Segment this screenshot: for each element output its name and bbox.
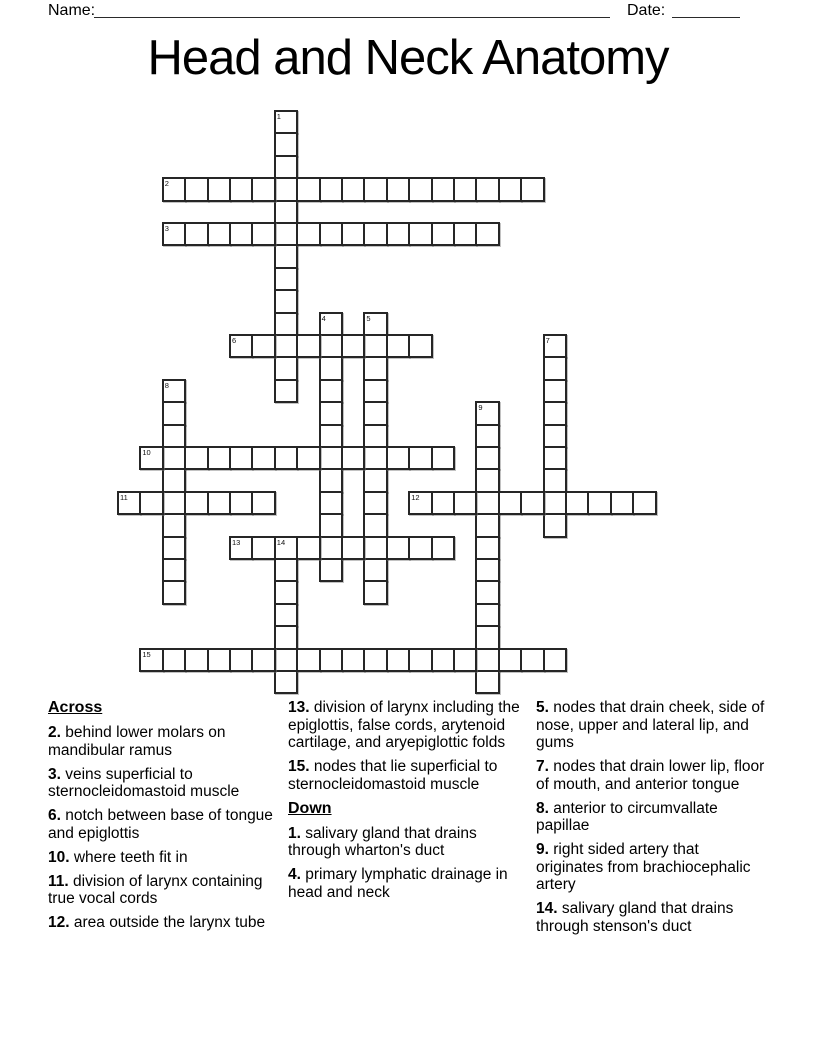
clue-down-9: 9. right sided artery that originates from brachiocephalic artery — [536, 841, 751, 893]
grid-cell — [565, 491, 589, 515]
grid-cell — [475, 222, 499, 246]
grid-cell — [386, 536, 410, 560]
grid-cell — [475, 536, 499, 560]
grid-cell — [274, 132, 298, 156]
grid-clue-number: 4 — [321, 313, 326, 323]
clue-across-11: 11. division of larynx containing true vocal cords — [48, 872, 263, 908]
grid-cell — [543, 468, 567, 492]
grid-cell — [363, 648, 387, 672]
grid-cell — [498, 177, 522, 201]
clue-number-label: 14. — [536, 900, 562, 917]
grid-cell — [543, 379, 567, 403]
grid-cell — [229, 491, 253, 515]
clue-down-4: 4. primary lymphatic drainage in head and neck — [288, 866, 508, 901]
grid-cell — [184, 177, 208, 201]
grid-cell — [520, 177, 544, 201]
grid-cell — [543, 356, 567, 380]
grid-cell — [274, 580, 298, 604]
grid-cell — [431, 222, 455, 246]
clue-number-label: 3. — [48, 765, 66, 783]
grid-cell — [319, 379, 343, 403]
grid-clue-number: 12 — [411, 492, 420, 502]
grid-cell — [587, 491, 611, 515]
grid-cell — [319, 446, 343, 470]
clue-number-label: 4. — [288, 866, 306, 884]
grid-cell — [520, 491, 544, 515]
grid-cell — [475, 625, 499, 649]
clue-number-label: 1. — [288, 824, 306, 842]
grid-clue-number: 3 — [164, 224, 169, 233]
grid-cell — [274, 356, 298, 380]
grid-cell — [139, 491, 163, 515]
clue-number-label: 10. — [48, 848, 74, 866]
grid-clue-number: 2 — [164, 179, 169, 189]
grid-cell — [296, 446, 320, 470]
grid-cell — [363, 424, 387, 448]
grid-cell — [274, 267, 298, 291]
clue-across-3: 3. veins superficial to sternocleidomastoid muscle — [48, 765, 240, 801]
grid-cell — [274, 603, 298, 627]
grid-clue-number: 13 — [232, 537, 241, 547]
grid-cell — [341, 334, 365, 358]
clue-number-label: 13. — [288, 699, 314, 716]
grid-cell — [296, 334, 320, 358]
clue-down-14: 14. salivary gland that drains through stenson's duct — [536, 900, 734, 935]
date-label: Date: — [627, 2, 666, 19]
grid-cell — [296, 536, 320, 560]
grid-cell — [386, 334, 410, 358]
grid-cell — [453, 222, 477, 246]
grid-cell — [543, 401, 567, 425]
grid-cell — [475, 468, 499, 492]
clue-down-7: 7. nodes that drain lower lip, floor of mouth, and anterior tongue — [536, 758, 765, 793]
grid-clue-number: 9 — [478, 403, 483, 413]
grid-cell — [386, 177, 410, 201]
grid-cell — [475, 424, 499, 448]
grid-cell — [453, 648, 477, 672]
grid-cell — [251, 648, 275, 672]
grid-cell — [274, 222, 298, 246]
grid-cell — [162, 401, 186, 425]
clues-column-right — [536, 699, 770, 942]
grid-cell — [341, 177, 365, 201]
grid-cell — [274, 670, 298, 694]
grid-cell — [207, 648, 231, 672]
grid-cell — [363, 536, 387, 560]
grid-cell — [363, 379, 387, 403]
grid-cell — [162, 580, 186, 604]
grid-cell — [475, 603, 499, 627]
clue-number-label: 12. — [48, 914, 74, 932]
grid-cell — [341, 648, 365, 672]
grid-cell — [386, 648, 410, 672]
grid-cell — [319, 648, 343, 672]
grid-cell — [319, 424, 343, 448]
grid-cell — [475, 648, 499, 672]
grid-cell — [475, 177, 499, 201]
clue-down-1: 1. salivary gland that drains through wharton's duct — [288, 824, 477, 860]
grid-cell — [431, 491, 455, 515]
grid-cell — [498, 648, 522, 672]
grid-cell — [319, 356, 343, 380]
grid-cell — [319, 468, 343, 492]
grid-cell — [319, 177, 343, 201]
grid-cell — [162, 536, 186, 560]
grid-cell — [162, 513, 186, 537]
grid-cell — [274, 446, 298, 470]
grid-cell — [229, 222, 253, 246]
grid-cell — [274, 334, 298, 358]
grid-cell — [453, 177, 477, 201]
grid-clue-number: 11 — [120, 492, 128, 502]
clue-number-label: 5. — [536, 699, 554, 716]
grid-cell — [319, 334, 343, 358]
grid-clue-number: 10 — [142, 448, 151, 457]
grid-cell — [296, 177, 320, 201]
clue-down-5: 5. nodes that drain cheek, side of nose, upper and lateral lip, and gums — [536, 699, 765, 751]
grid-clue-number: 15 — [142, 649, 151, 659]
clue-across-13: 13. division of larynx including the epiglottis, false cords, arytenoid cartilage, and aryepiglottic folds — [288, 699, 520, 751]
grid-cell — [229, 177, 253, 201]
grid-cell — [363, 513, 387, 537]
clue-number-label: 15. — [288, 758, 314, 775]
clues-column-left — [48, 699, 286, 938]
clue-down-8: 8. anterior to circumvallate papillae — [536, 799, 718, 834]
grid-cell — [184, 491, 208, 515]
grid-cell — [363, 222, 387, 246]
grid-cell — [296, 648, 320, 672]
grid-cell — [274, 312, 298, 336]
grid-cell — [251, 446, 275, 470]
clue-number-label: 7. — [536, 758, 554, 775]
grid-cell — [363, 580, 387, 604]
grid-cell — [363, 491, 387, 515]
grid-cell — [475, 491, 499, 515]
grid-cell — [408, 648, 432, 672]
grid-cell — [184, 648, 208, 672]
grid-cell — [274, 625, 298, 649]
grid-cell — [543, 491, 567, 515]
grid-cell — [319, 491, 343, 515]
grid-cell — [162, 446, 186, 470]
grid-cell — [632, 491, 656, 515]
grid-cell — [184, 446, 208, 470]
grid-cell — [341, 446, 365, 470]
clue-across-6: 6. notch between base of tongue and epiglottis — [48, 807, 273, 842]
grid-cell — [274, 648, 298, 672]
grid-cell — [386, 446, 410, 470]
grid-cell — [274, 155, 298, 179]
grid-cell — [207, 446, 231, 470]
grid-cell — [229, 446, 253, 470]
grid-cell — [475, 580, 499, 604]
grid-cell — [274, 558, 298, 582]
grid-clue-number: 5 — [366, 313, 371, 323]
grid-clue-number: 7 — [545, 336, 550, 345]
grid-clue-number: 14 — [276, 537, 286, 547]
grid-cell — [274, 379, 298, 403]
grid-cell — [543, 446, 567, 470]
grid-cell — [162, 648, 186, 672]
grid-cell — [363, 558, 387, 582]
grid-cell — [363, 356, 387, 380]
clue-across-10: 10. where teeth fit in — [48, 848, 188, 866]
grid-cell — [207, 491, 231, 515]
grid-cell — [363, 446, 387, 470]
grid-cell — [363, 334, 387, 358]
grid-cell — [274, 177, 298, 201]
grid-cell — [543, 513, 567, 537]
clue-number-label: 9. — [536, 841, 554, 858]
grid-clue-number: 6 — [232, 336, 237, 345]
grid-cell — [453, 491, 477, 515]
grid-cell — [251, 222, 275, 246]
grid-cell — [319, 558, 343, 582]
grid-cell — [431, 177, 455, 201]
clue-across-15: 15. nodes that lie superficial to sternocleidomastoid muscle — [288, 758, 498, 793]
clues-column-middle — [288, 699, 529, 908]
grid-cell — [274, 200, 298, 224]
clues-heading-down: Down — [288, 799, 332, 817]
grid-cell — [431, 446, 455, 470]
grid-cell — [162, 491, 186, 515]
grid-cell — [274, 244, 298, 268]
grid-cell — [319, 222, 343, 246]
grid-cell — [408, 334, 432, 358]
grid-cell — [207, 222, 231, 246]
grid-cell — [498, 491, 522, 515]
grid-cell — [162, 424, 186, 448]
grid-cell — [543, 424, 567, 448]
grid-clue-number: 1 — [276, 112, 281, 121]
grid-cell — [207, 177, 231, 201]
grid-cell — [431, 536, 455, 560]
page-title: Head and Neck Anatomy — [147, 31, 669, 85]
grid-cell — [184, 222, 208, 246]
grid-cell — [363, 177, 387, 201]
grid-cell — [408, 446, 432, 470]
clues-heading-across: Across — [48, 699, 103, 716]
grid-cell — [475, 446, 499, 470]
grid-cell — [475, 513, 499, 537]
grid-cell — [319, 536, 343, 560]
grid-cell — [475, 670, 499, 694]
grid-cell — [251, 334, 275, 358]
grid-cell — [363, 468, 387, 492]
grid-cell — [229, 648, 253, 672]
grid-cell — [475, 558, 499, 582]
grid-cell — [610, 491, 634, 515]
clue-number-label: 8. — [536, 799, 554, 817]
grid-cell — [274, 289, 298, 313]
name-label: Name: — [48, 2, 96, 19]
clue-across-12: 12. area outside the larynx tube — [48, 914, 266, 932]
grid-cell — [251, 491, 275, 515]
clue-across-2: 2. behind lower molars on mandibular ramus — [48, 724, 226, 759]
grid-cell — [251, 536, 275, 560]
grid-cell — [319, 513, 343, 537]
grid-cell — [319, 401, 343, 425]
clue-number-label: 11. — [48, 872, 73, 890]
grid-clue-number: 8 — [164, 380, 169, 390]
clue-number-label: 6. — [48, 807, 66, 825]
grid-cell — [386, 222, 410, 246]
grid-cell — [341, 222, 365, 246]
grid-cell — [251, 177, 275, 201]
grid-cell — [408, 222, 432, 246]
grid-cell — [162, 558, 186, 582]
grid-cell — [363, 401, 387, 425]
grid-cell — [296, 222, 320, 246]
grid-cell — [162, 468, 186, 492]
grid-cell — [543, 648, 567, 672]
grid-cell — [341, 536, 365, 560]
grid-cell — [520, 648, 544, 672]
grid-cell — [431, 648, 455, 672]
clue-number-label: 2. — [48, 724, 66, 742]
grid-cell — [408, 536, 432, 560]
grid-cell — [408, 177, 432, 201]
